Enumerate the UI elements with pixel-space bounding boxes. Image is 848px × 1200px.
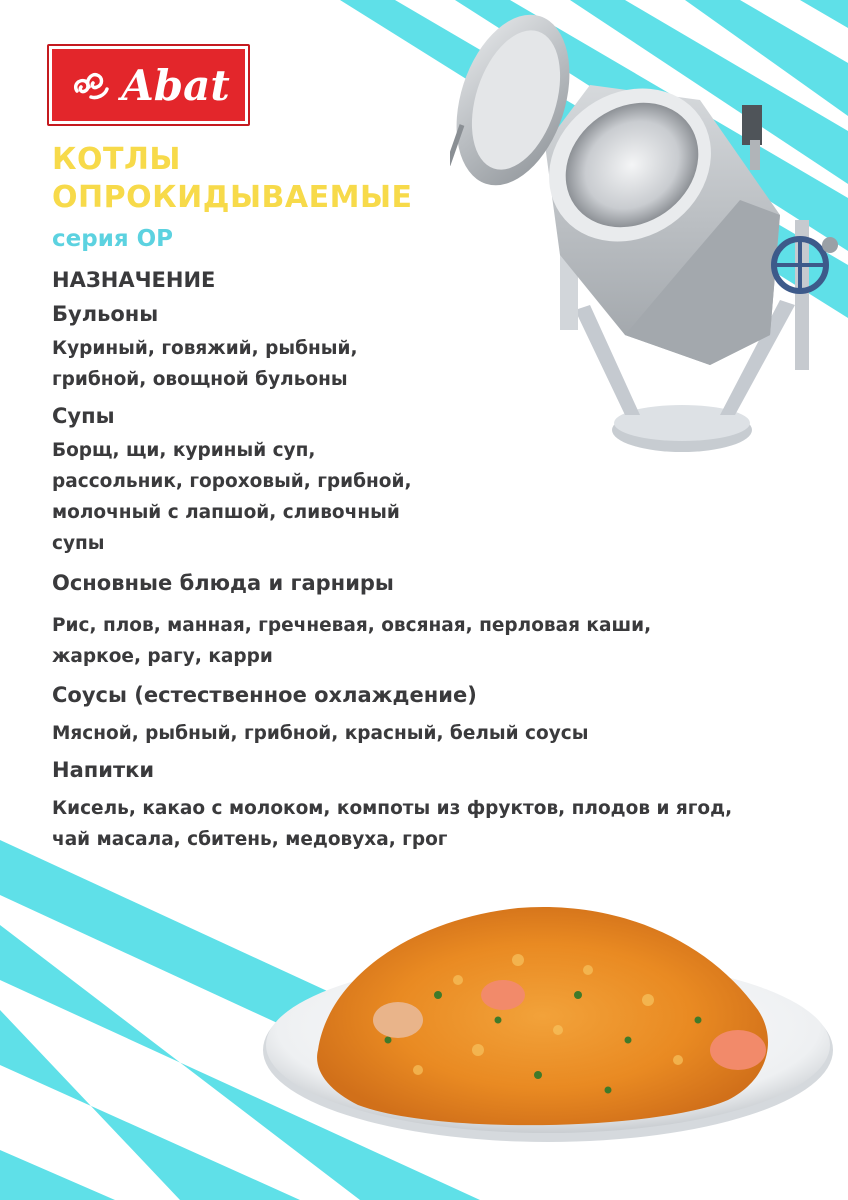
category-drinks	[52, 755, 822, 855]
abat-logo-icon	[67, 61, 115, 109]
category-title: Напитки	[52, 758, 155, 782]
category-text: Борщ, щи, куриный суп, рассольник, гороховый, грибной, молочный с лапшой, сливочный супы	[52, 440, 412, 554]
category-title: Супы	[52, 404, 115, 428]
purpose-heading: НАЗНАЧЕНИЕ	[52, 268, 216, 292]
rice-pilaf-plate-image	[258, 900, 838, 1160]
category-text: Мясной, рыбный, грибной, красный, белый соусы	[52, 723, 589, 744]
purpose-section	[52, 265, 822, 855]
category-title: Соусы (естественное охлаждение)	[52, 683, 477, 707]
page-title-line1: КОТЛЫ	[52, 142, 181, 177]
category-main-dishes	[52, 568, 822, 672]
category-title: Бульоны	[52, 302, 159, 326]
category-text: Кисель, какао с молоком, компоты из фруктов, плодов и ягод, чай масала, сбитень, медовуха, грог	[52, 798, 733, 850]
category-soups	[52, 401, 822, 559]
page-title	[52, 141, 413, 217]
page-title-line2: ОПРОКИДЫВАЕМЫЕ	[52, 180, 413, 215]
series-label: серия ОР	[52, 226, 173, 252]
brand-name: Abat	[121, 60, 230, 110]
category-text: Куриный, говяжий, рыбный, грибной, овощной бульоны	[52, 338, 358, 390]
brand-logo	[47, 44, 250, 126]
category-broths	[52, 299, 822, 395]
category-sauces	[52, 680, 822, 749]
category-title: Основные блюда и гарниры	[52, 571, 394, 595]
category-text: Рис, плов, манная, гречневая, овсяная, перловая каши, жаркое, рагу, карри	[52, 615, 652, 667]
